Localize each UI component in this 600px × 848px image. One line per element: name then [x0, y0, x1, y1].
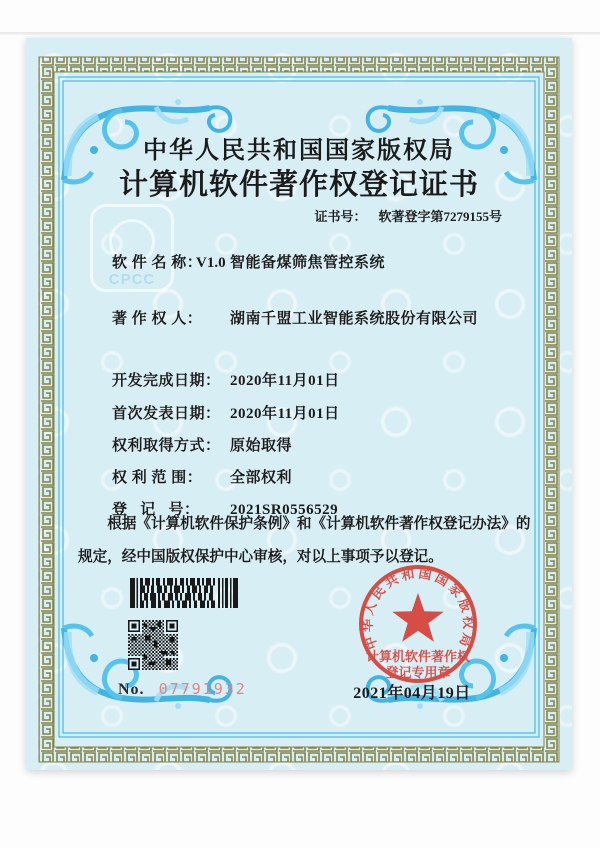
- qr-code: [128, 620, 178, 670]
- field-label: 软 件 名 称：: [112, 255, 203, 271]
- field-label: 著 作 权 人：: [112, 311, 203, 327]
- certificate-number-label: 证书号：: [314, 209, 367, 224]
- issue-date: 2021年04月19日: [353, 685, 471, 702]
- field-value: 原始取得: [230, 438, 293, 454]
- field-value: 2021SR0556529: [230, 502, 339, 518]
- field-value: 2020年11月01日: [230, 373, 340, 389]
- serial-prefix: No.: [118, 681, 145, 698]
- seal-line2: 登记专用章: [385, 665, 451, 680]
- seal-ring-text: 中华人民共和国国家版权局: [359, 565, 477, 652]
- field-label: 开发完成日期：: [112, 373, 221, 389]
- photo-top-edge: [0, 32, 600, 35]
- field-software-name: [78, 234, 385, 289]
- certificate-number-line: [314, 206, 502, 225]
- serial-number: 07791932: [158, 680, 247, 698]
- serial-number-line: [118, 680, 247, 699]
- field-copyright-owner: [78, 290, 478, 345]
- registration-statement: 根据《计算机软件保护条例》和《计算机软件著作权登记办法》的规定，经中国版权保护中心审核，对以上事项予以登记。: [78, 516, 531, 565]
- star-icon: [392, 593, 443, 642]
- field-value: 2020年11月01日: [230, 406, 340, 422]
- issuing-authority: 中华人民共和国国家版权局: [143, 138, 455, 164]
- field-label: 登 记 号：: [112, 502, 200, 518]
- certificate-number-value: 软著登字第7279155号: [378, 209, 502, 224]
- cpcc-watermark-text: CPCC: [108, 271, 156, 288]
- field-software-version: V1.0: [196, 255, 226, 271]
- field-value: 全部权利: [230, 470, 293, 486]
- barcode: [130, 578, 242, 608]
- seal-line1: 计算机软件著作权: [365, 649, 471, 664]
- certificate-paper: [26, 38, 572, 770]
- field-label: 首次发表日期：: [112, 406, 221, 422]
- field-label: 权 利 范 围：: [112, 470, 203, 486]
- official-seal-stamp: [356, 562, 480, 686]
- field-label: 权利取得方式：: [112, 438, 221, 454]
- field-value: 湖南千盟工业智能系统股份有限公司: [230, 311, 479, 327]
- field-value: 智能备煤筛焦管控系统: [230, 255, 386, 271]
- certificate-title: 计算机软件著作权登记证书: [118, 169, 479, 201]
